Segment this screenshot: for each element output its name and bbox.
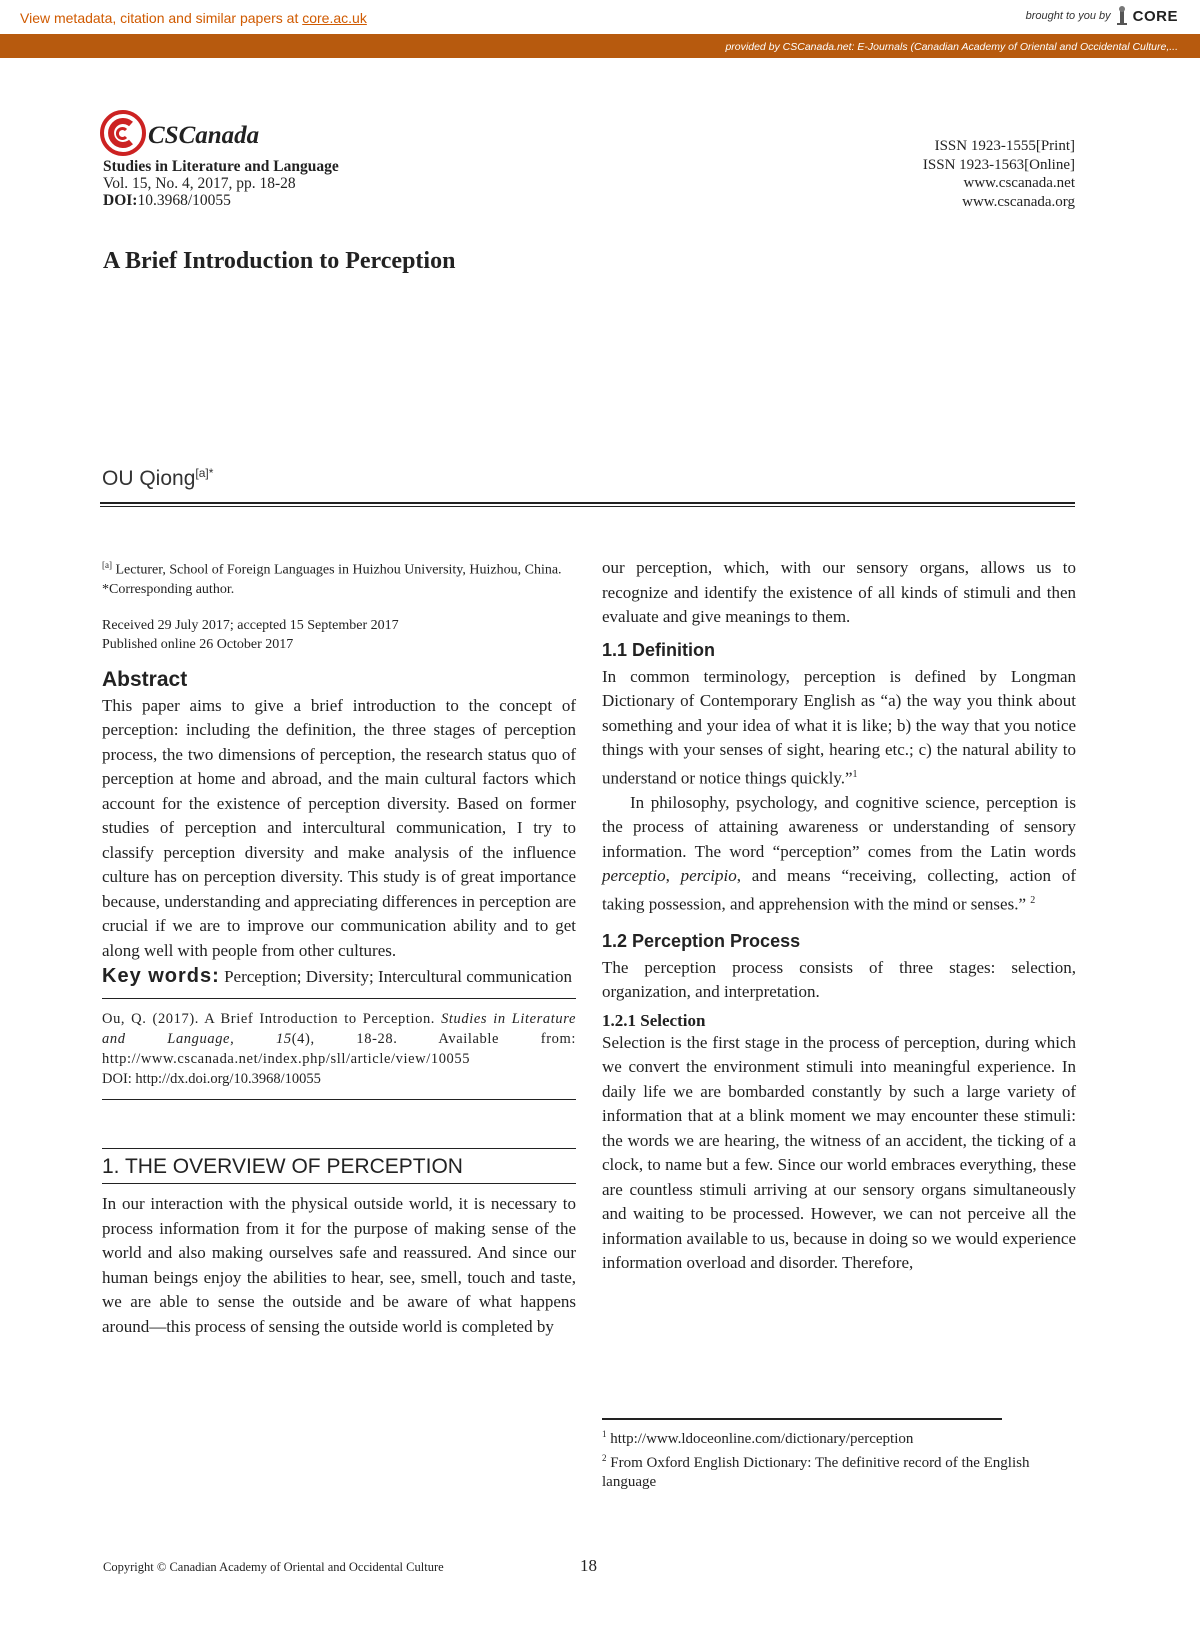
def2-italic-1: perceptio bbox=[602, 866, 666, 886]
footnote-1 bbox=[602, 1425, 1076, 1449]
citation-sep: , bbox=[230, 1031, 277, 1048]
core-logo-icon bbox=[1115, 6, 1129, 26]
site-net-link[interactable]: www.cscanada.net bbox=[963, 175, 1075, 191]
definition-text: In common terminology, perception is defined by Longman Dictionary of Contemporary English as “a) the way you think about something and your idea of what it is like; b) the way that you notice things with your senses of sight, hearing etc.; c) the natural ability to understand or notice things quickly.” bbox=[602, 666, 1076, 788]
metadata-text: View metadata, citation and similar papers at bbox=[20, 10, 303, 26]
right-column bbox=[602, 556, 1076, 1276]
citation-pre: Ou, Q. (2017). A Brief Introduction to Perception. bbox=[102, 1011, 442, 1028]
received-date: Received 29 July 2017; accepted 15 September 2017 bbox=[102, 617, 399, 633]
cscanada-logo bbox=[100, 110, 259, 156]
core-metadata-link[interactable] bbox=[20, 10, 367, 26]
author-sup: [a]* bbox=[195, 466, 214, 480]
keywords-label: Key words: bbox=[102, 965, 220, 988]
keywords-text: Perception; Diversity; Intercultural communication bbox=[219, 967, 572, 987]
definition-heading: 1.1 Definition bbox=[602, 639, 716, 660]
affiliation-text: Lecturer, School of Foreign Languages in Huizhou University, Huizhou, China. bbox=[112, 562, 562, 578]
journal-name: Studies in Literature and Language bbox=[103, 158, 339, 175]
def2-c: , and means “receiving, collecting, action of taking possession, and apprehension with the mind or senses.” bbox=[602, 866, 1076, 914]
core-logo-text: CORE bbox=[1132, 7, 1178, 25]
provided-by-text[interactable]: provided by CSCanada.net: E-Journals (Canadian Academy of Oriental and Occidental Culture,... bbox=[725, 41, 1178, 53]
left-column bbox=[102, 556, 576, 1339]
issn-block bbox=[923, 137, 1075, 211]
author-name: OU Qiong bbox=[102, 467, 196, 490]
citation-volume: 15 bbox=[276, 1031, 292, 1048]
footnote-ref-2[interactable]: 2 bbox=[1030, 894, 1036, 906]
page-number: 18 bbox=[580, 1556, 597, 1575]
footnote-2-mark: 2 bbox=[602, 1453, 607, 1463]
section1-heading: 1. THE OVERVIEW OF PERCEPTION bbox=[102, 1148, 576, 1184]
section1-paragraph: In our interaction with the physical outside world, it is necessary to process information from it for the purpose of making sense of the world and also making ourselves safe and reassured. And since our human beings enjoy the abilities to hear, see, smell, touch and taste, we are able to sense the outside and be aware of what happens around—this process of sensing the outside world is completed by bbox=[102, 1194, 576, 1336]
footnote-2-text: From Oxford English Dictionary: The definitive record of the English language bbox=[602, 1455, 1030, 1490]
doi-line bbox=[103, 192, 339, 209]
definition-paragraph bbox=[602, 665, 1076, 791]
article-title: A Brief Introduction to Perception bbox=[103, 248, 456, 274]
selection-heading: 1.2.1 Selection bbox=[602, 1010, 706, 1030]
journal-info bbox=[103, 158, 339, 209]
published-date: Published online 26 October 2017 bbox=[102, 636, 294, 652]
issn-print: ISSN 1923-1555[Print] bbox=[934, 138, 1075, 154]
brought-by-text: brought to you by bbox=[1025, 10, 1111, 22]
footnote-1-text[interactable]: http://www.ldoceonline.com/dictionary/perception bbox=[606, 1431, 914, 1447]
author-line bbox=[102, 466, 213, 491]
brand-name: CSCanada bbox=[148, 122, 260, 149]
abstract-text: This paper aims to give a brief introduction to the concept of perception: including the definition, the three stages of perception process, the two dimensions of perception, the research status quo of perception at home and abroad, and the main cultural factors which account for the existence of perception diversity. Based on former studies of perception and intercultural communication, I try to classify perception diversity and make analysis of the influence culture has on perception diversity. This study is of great importance because, understanding and appreciating differences in perception are crucial if we are to improve our communication ability and to get along well with people from other cultures. bbox=[102, 695, 576, 960]
def2-a: In philosophy, psychology, and cognitive science, perception is the process of attaining awareness or understanding of sensory information. The word “perception” comes from the Latin words bbox=[602, 792, 1076, 861]
footnote-2 bbox=[602, 1449, 1076, 1492]
citation-journal: Studies in Literature and Language bbox=[102, 1011, 576, 1048]
def2-italic-2: percipio bbox=[680, 866, 737, 886]
corresponding-author: *Corresponding author. bbox=[102, 581, 235, 597]
issn-online: ISSN 1923-1563[Online] bbox=[922, 156, 1075, 173]
process-heading: 1.2 Perception Process bbox=[602, 930, 801, 951]
def2-b: , bbox=[665, 866, 681, 886]
citation-box bbox=[102, 998, 576, 1100]
citation-post: (4), 18-28. Available from: http://www.cscanada.net/index.php/sll/article/view/10055 bbox=[102, 1031, 576, 1068]
cscanada-c-icon bbox=[100, 110, 146, 156]
citation-doi[interactable]: DOI: http://dx.doi.org/10.3968/10055 bbox=[102, 1071, 321, 1088]
process-paragraph: The perception process consists of three stages: selection, organization, and interpretation. bbox=[602, 957, 1076, 1002]
affiliation-mark: [a] bbox=[102, 560, 112, 570]
brought-by-core[interactable] bbox=[1026, 6, 1178, 26]
footnote-1-mark: 1 bbox=[602, 1429, 607, 1439]
col2-paragraph: our perception, which, with our sensory organs, allows us to recognize and identify the existence of all kinds of stimuli and then evaluate and give meanings to them. bbox=[602, 558, 1076, 626]
site-org-link[interactable]: www.cscanada.org bbox=[962, 193, 1075, 210]
keywords bbox=[102, 965, 576, 988]
definition-paragraph-2 bbox=[602, 791, 1076, 917]
doi-label: DOI: bbox=[103, 192, 138, 209]
journal-volume: Vol. 15, No. 4, 2017, pp. 18-28 bbox=[103, 175, 296, 192]
copyright: Copyright © Canadian Academy of Oriental and Occidental Culture bbox=[103, 1560, 444, 1574]
footnote-rule bbox=[602, 1418, 1002, 1420]
abstract-heading: Abstract bbox=[102, 667, 188, 691]
header-rule bbox=[100, 502, 1075, 507]
core-ac-uk-link[interactable]: core.ac.uk bbox=[302, 10, 367, 26]
footnotes bbox=[602, 1425, 1076, 1492]
footnote-ref-1[interactable]: 1 bbox=[852, 768, 858, 780]
affiliation bbox=[102, 556, 576, 580]
selection-paragraph: Selection is the first stage in the process of perception, during which we convert the environment stimuli into meaningful experience. In daily life we are bombarded constantly by such a large variety of information that at a blink moment we may encounter these stimuli: the words we are hearing, the witness of an accident, the ticking of a clock, to name but a few. Since our world embraces everything, these are countless stimuli arriving at our sensory organs simultaneously and waiting to be processed. However, we can not perceive all the information available to us, because in doing so we would experience information overload and disorder. Therefore, bbox=[602, 1032, 1076, 1273]
doi-value: 10.3968/10055 bbox=[137, 192, 231, 209]
